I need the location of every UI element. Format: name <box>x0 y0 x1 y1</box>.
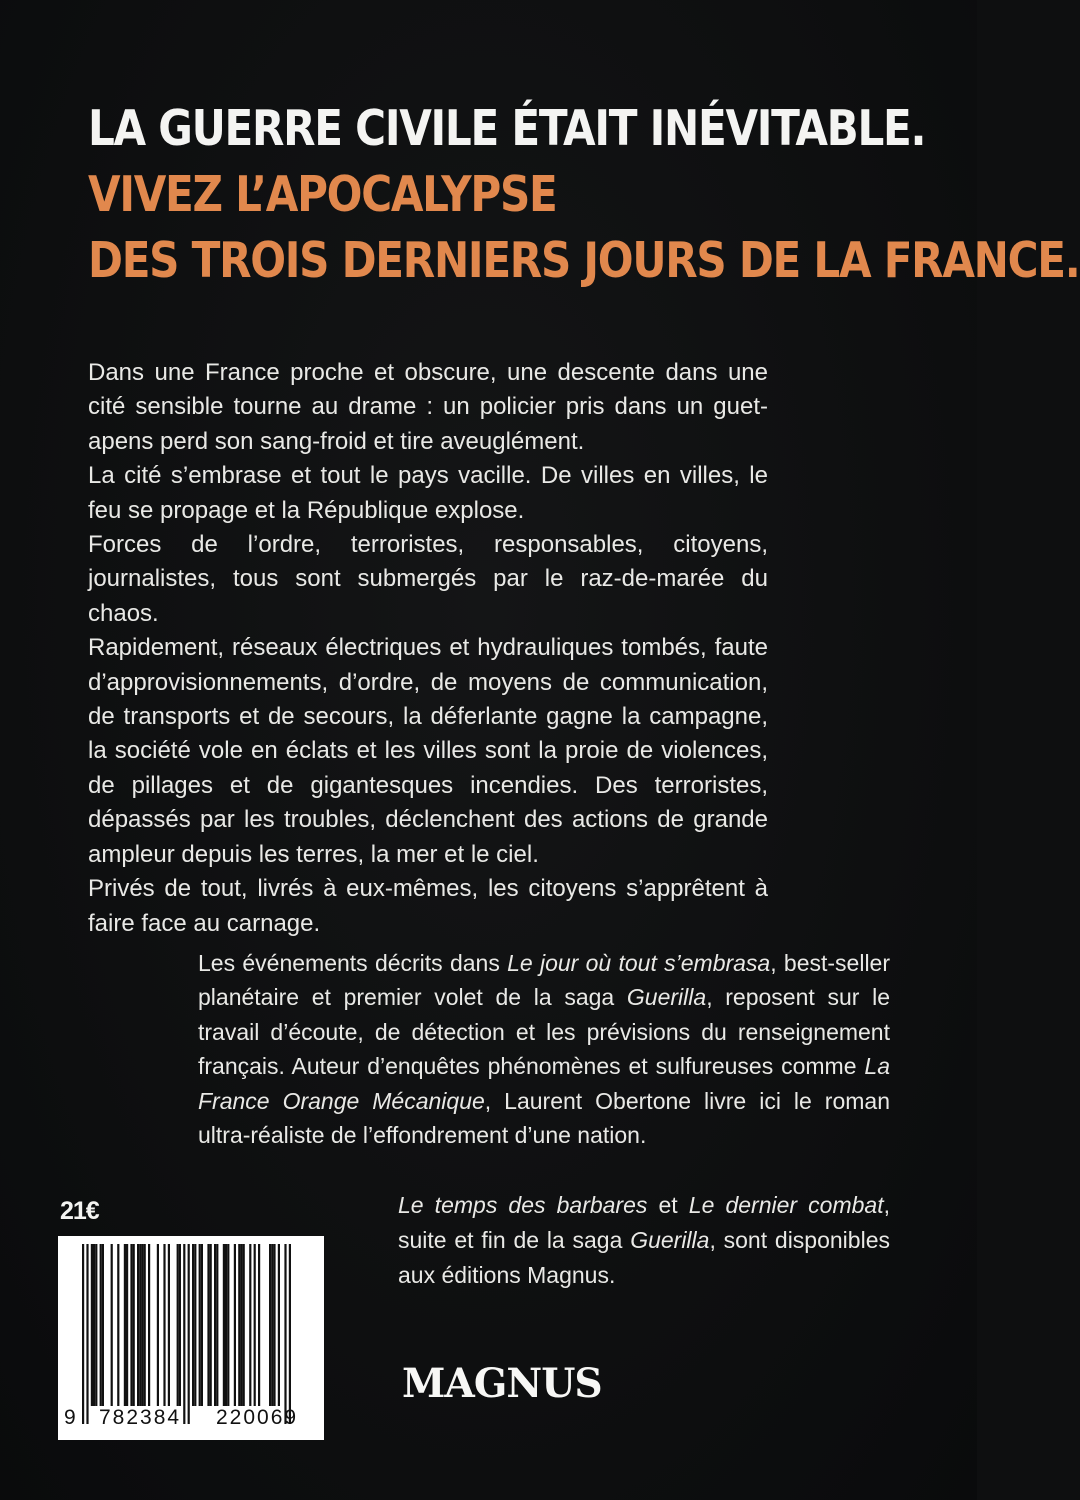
barcode-bar <box>243 1244 245 1406</box>
barcode-bar <box>111 1244 113 1406</box>
headline-line-3: DES TROIS DERNIERS JOURS DE LA FRANCE. <box>88 232 1080 289</box>
barcode-bar <box>210 1244 212 1406</box>
barcode-bar <box>133 1244 135 1406</box>
barcode-bar <box>100 1244 102 1406</box>
suite-title-2: Le dernier combat <box>688 1192 884 1218</box>
barcode-digits-group-2: 220069 <box>216 1406 299 1429</box>
synopsis-paragraph-1: Dans une France proche et obscure, une descente dans une cité sensible tourne au drame : un policier pris dans un guet-apens perd son sang-froid et tire aveuglément. <box>88 359 768 455</box>
suite-text-2: , suite et fin de la saga <box>398 1192 890 1253</box>
barcode-bar <box>91 1244 93 1406</box>
barcode-bar <box>223 1244 225 1406</box>
barcode-bar <box>258 1244 260 1406</box>
barcode-bar <box>183 1244 185 1424</box>
synopsis-paragraph-5: Privés de tout, livrés à eux-mêmes, les citoyens s’apprêtent à faire face au carnage. <box>88 875 768 937</box>
about-title-2: Guerilla <box>626 984 707 1011</box>
synopsis <box>88 356 768 941</box>
barcode-bar <box>278 1244 280 1406</box>
suite-text-3: , sont disponibles aux éditions Magnus. <box>398 1227 890 1288</box>
barcode-bar <box>254 1244 256 1406</box>
about-text-4: , Laurent Obertone livre ici le roman ultra-réaliste de l’effondrement d’une nation. <box>198 1087 890 1149</box>
barcode-bar <box>144 1244 146 1406</box>
barcode-bar <box>102 1244 104 1406</box>
headline-line-1: LA GUERRE CIVILE ÉTAIT INÉVITABLE. <box>88 100 926 157</box>
barcode-bar <box>168 1244 170 1406</box>
suite-title-1: Le temps des barbares <box>398 1192 648 1218</box>
barcode-bar <box>271 1244 273 1406</box>
barcode-digit-first: 9 <box>64 1406 77 1429</box>
barcode-bar <box>141 1244 143 1406</box>
barcode-bar <box>163 1244 165 1406</box>
series-note-paragraph <box>398 1188 890 1293</box>
barcode-bar <box>289 1244 291 1424</box>
barcode-bar <box>216 1244 218 1406</box>
barcode-bar <box>214 1244 216 1406</box>
barcode-bar <box>192 1244 194 1406</box>
barcode-bar <box>284 1244 286 1424</box>
barcode-bar <box>273 1244 275 1406</box>
synopsis-paragraph-2: La cité s’embrase et tout le pays vacille. De villes en villes, le feu se propage et la République explose. <box>88 462 768 524</box>
barcode-bar <box>207 1244 209 1406</box>
about-title-3: La France Orange Mécanique <box>198 1053 890 1114</box>
barcode-bar <box>227 1244 229 1406</box>
barcode-bar <box>95 1244 97 1406</box>
barcode-bar <box>126 1244 128 1406</box>
synopsis-paragraph-3: Forces de l’ordre, terroristes, responsables, citoyens, journalistes, tous sont submergés par le raz-de-marée du chaos. <box>88 531 768 627</box>
barcode-bar <box>93 1244 95 1406</box>
barcode-bar <box>249 1244 251 1406</box>
barcode-bar <box>157 1244 159 1406</box>
author-blurb <box>198 946 890 1152</box>
about-text-3: , reposent sur le travail d’écoute, de détection et les prévisions du renseignement français. Auteur d’enquêtes phénomènes et sulfureuses comme <box>198 984 890 1080</box>
headline-line-2: VIVEZ L’APOCALYPSE <box>88 166 557 223</box>
synopsis-paragraph-4: Rapidement, réseaux électriques et hydrauliques tombés, faute d’approvisionnements, d’ordre, de moyens de communication, de transports et de secours, la déferlante gagne la campagne, la société vole en éclats et les villes sont la proie de violences, de pillages et de gigantesques incendies. Des terroristes, dépassés par les troubles, déclenchent des actions de grande ampleur depuis les terres, la mer et le ciel. <box>88 634 768 868</box>
barcode-bar <box>137 1244 139 1406</box>
barcode-bar <box>124 1244 126 1406</box>
about-text-1: Les événements décrits dans <box>198 950 508 976</box>
barcode <box>58 1236 324 1440</box>
price-label: 21€ <box>60 1197 99 1225</box>
suite-text-1: et <box>647 1192 689 1218</box>
barcode-bar <box>86 1244 88 1424</box>
about-text-2: , best-seller planétaire et premier volet de la saga <box>198 950 890 1011</box>
barcode-bar <box>139 1244 141 1406</box>
barcode-bar <box>194 1244 196 1406</box>
barcode-digits-group-1: 782384 <box>99 1406 182 1429</box>
barcode-bar <box>148 1244 150 1406</box>
barcode-bar <box>82 1244 84 1424</box>
barcode-bar <box>201 1244 203 1406</box>
headline <box>88 96 1080 294</box>
barcode-bar <box>117 1244 119 1406</box>
about-title-1: Le jour où tout s’embrasa <box>507 950 771 976</box>
barcode-bar <box>240 1244 242 1406</box>
series-note <box>398 1188 890 1293</box>
suite-title-3: Guerilla <box>630 1227 710 1253</box>
barcode-bar <box>130 1244 132 1406</box>
barcode-bar <box>225 1244 227 1406</box>
barcode-bar <box>179 1244 181 1406</box>
publisher-logo: MAGNUS <box>402 1360 602 1407</box>
barcode-bar <box>199 1244 201 1406</box>
barcode-bar <box>177 1244 179 1406</box>
barcode-bar <box>269 1244 271 1406</box>
barcode-bar <box>238 1244 240 1406</box>
author-blurb-paragraph <box>198 946 890 1152</box>
barcode-bar <box>234 1244 236 1406</box>
barcode-bar <box>188 1244 190 1424</box>
